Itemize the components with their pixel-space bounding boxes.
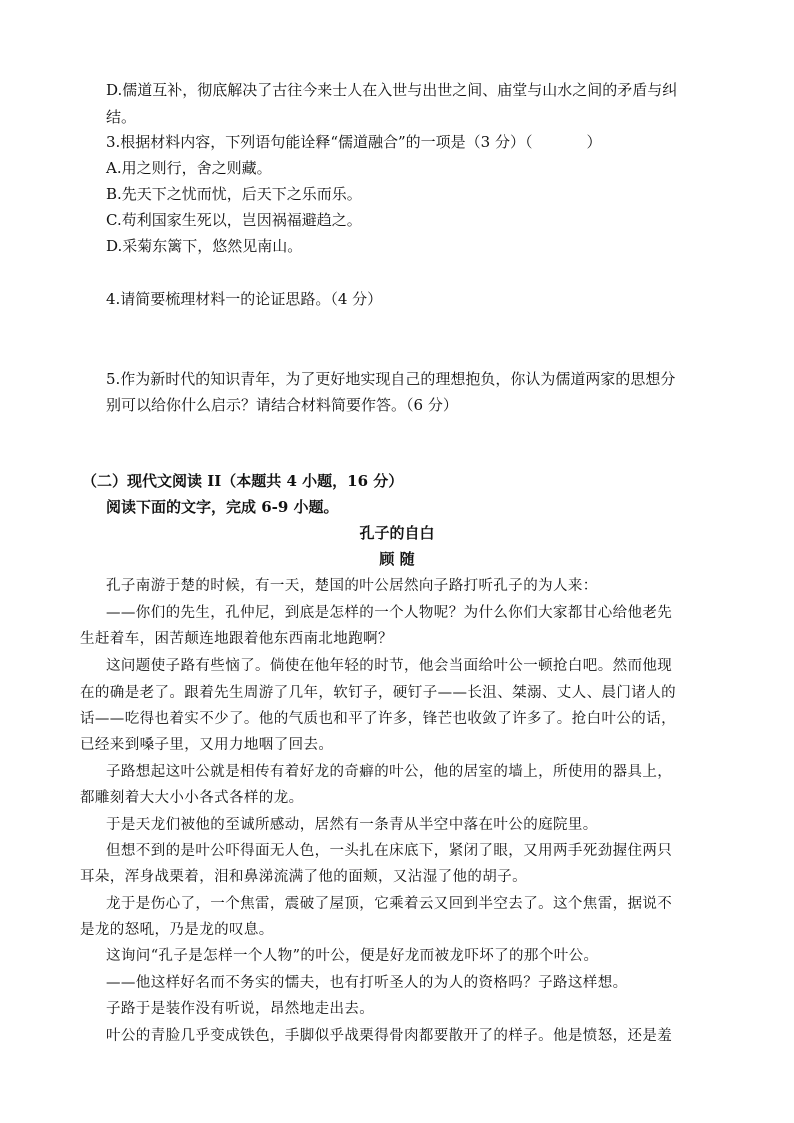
article-line: 话——吃得也着实不少了。他的气质也和平了许多，锋芒也收敛了许多了。抢白叶公的话， bbox=[80, 711, 676, 727]
article-line: 耳朵，浑身战栗着，泪和鼻涕流满了他的面颊，又沾湿了他的胡子。 bbox=[80, 869, 527, 885]
question-5-line-2: 别可以给你什么启示？请结合材料简要作答。（6 分） bbox=[106, 396, 458, 414]
article-line: 生赶着车，困苦颠连地跟着他东西南北地跑啊？ bbox=[80, 631, 393, 647]
article-line: 子路想起这叶公就是相传有着好龙的奇癖的叶公，他的居室的墙上，所使用的器具上， bbox=[106, 764, 673, 780]
reading-instruction: 阅读下面的文字，完成 6-9 小题。 bbox=[106, 498, 339, 516]
article-line: 子路于是装作没有听说，昂然地走出去。 bbox=[106, 1001, 375, 1017]
question-3 bbox=[106, 132, 601, 152]
question-3-close: ） bbox=[586, 133, 602, 151]
article-title: 孔子的自白 bbox=[359, 524, 435, 542]
article-line: 这问题使子路有些恼了。倘使在他年轻的时节，他会当面给叶公一顿抢白吧。然而他现 bbox=[106, 658, 673, 674]
article-line: 是龙的怒吼，乃是龙的叹息。 bbox=[80, 922, 274, 938]
article-line: 在的确是老了。跟着先生周游了几年，软钉子，硬钉子——长沮、桀溺、丈人、晨门诸人的 bbox=[80, 685, 676, 701]
section-title: （二）现代文阅读 II（本题共 4 小题，16 分） bbox=[82, 472, 404, 490]
option-d-line-2: 结。 bbox=[106, 108, 137, 126]
article-line: 于是天龙们被他的至诚所感动，居然有一条青从半空中落在叶公的庭院里。 bbox=[106, 817, 598, 833]
article-line: 龙于是伤心了，一个焦雷，震破了屋顶，它乘着云又回到半空去了。这个焦雷，据说不 bbox=[106, 896, 673, 912]
article-line: 孔子南游于楚的时候，有一天，楚国的叶公居然向子路打听孔子的为人来： bbox=[106, 578, 598, 594]
question-4: 4.请简要梳理材料一的论证思路。（4 分） bbox=[106, 290, 383, 308]
question-3-text: 3.根据材料内容，下列语句能诠释“儒道融合”的一项是（3 分）（ bbox=[106, 133, 533, 151]
article-line: 但想不到的是叶公吓得面无人色，一头扎在床底下，紧闭了眼，又用两手死劲握住两只 bbox=[106, 843, 673, 859]
article-line: ——你们的先生，孔仲尼，到底是怎样的一个人物呢？为什么你们大家都甘心给他老先 bbox=[106, 605, 673, 621]
article-line: 叶公的青脸几乎变成铁色，手脚似乎战栗得骨肉都要散开了的样子。他是愤怒，还是羞 bbox=[106, 1028, 673, 1044]
question-3-option-d: D.采菊东篱下，悠然见南山。 bbox=[106, 237, 303, 255]
option-d-line-1: D.儒道互补，彻底解决了古往今来士人在入世与出世之间、庙堂与山水之间的矛盾与纠 bbox=[106, 81, 678, 99]
article-line: ——他这样好名而不务实的懦夫，也有打听圣人的为人的资格吗？子路这样想。 bbox=[106, 975, 628, 991]
article-line: 这询问“孔子是怎样一个人物”的叶公，便是好龙而被龙吓坏了的那个叶公。 bbox=[106, 948, 599, 964]
article-author: 顾 随 bbox=[379, 550, 415, 568]
article-line: 都雕刻着大大小小各式各样的龙。 bbox=[80, 790, 304, 806]
article-line: 已经来到嗓子里，又用力地咽了回去。 bbox=[80, 737, 334, 753]
question-3-option-a: A.用之则行，舍之则藏。 bbox=[106, 159, 272, 177]
question-3-option-c: C.苟利国家生死以，岂因祸福避趋之。 bbox=[106, 211, 362, 229]
question-5-line-1: 5.作为新时代的知识青年，为了更好地实现自己的理想抱负，你认为儒道两家的思想分 bbox=[106, 370, 676, 388]
question-3-option-b: B.先天下之忧而忧，后天下之乐而乐。 bbox=[106, 185, 362, 203]
